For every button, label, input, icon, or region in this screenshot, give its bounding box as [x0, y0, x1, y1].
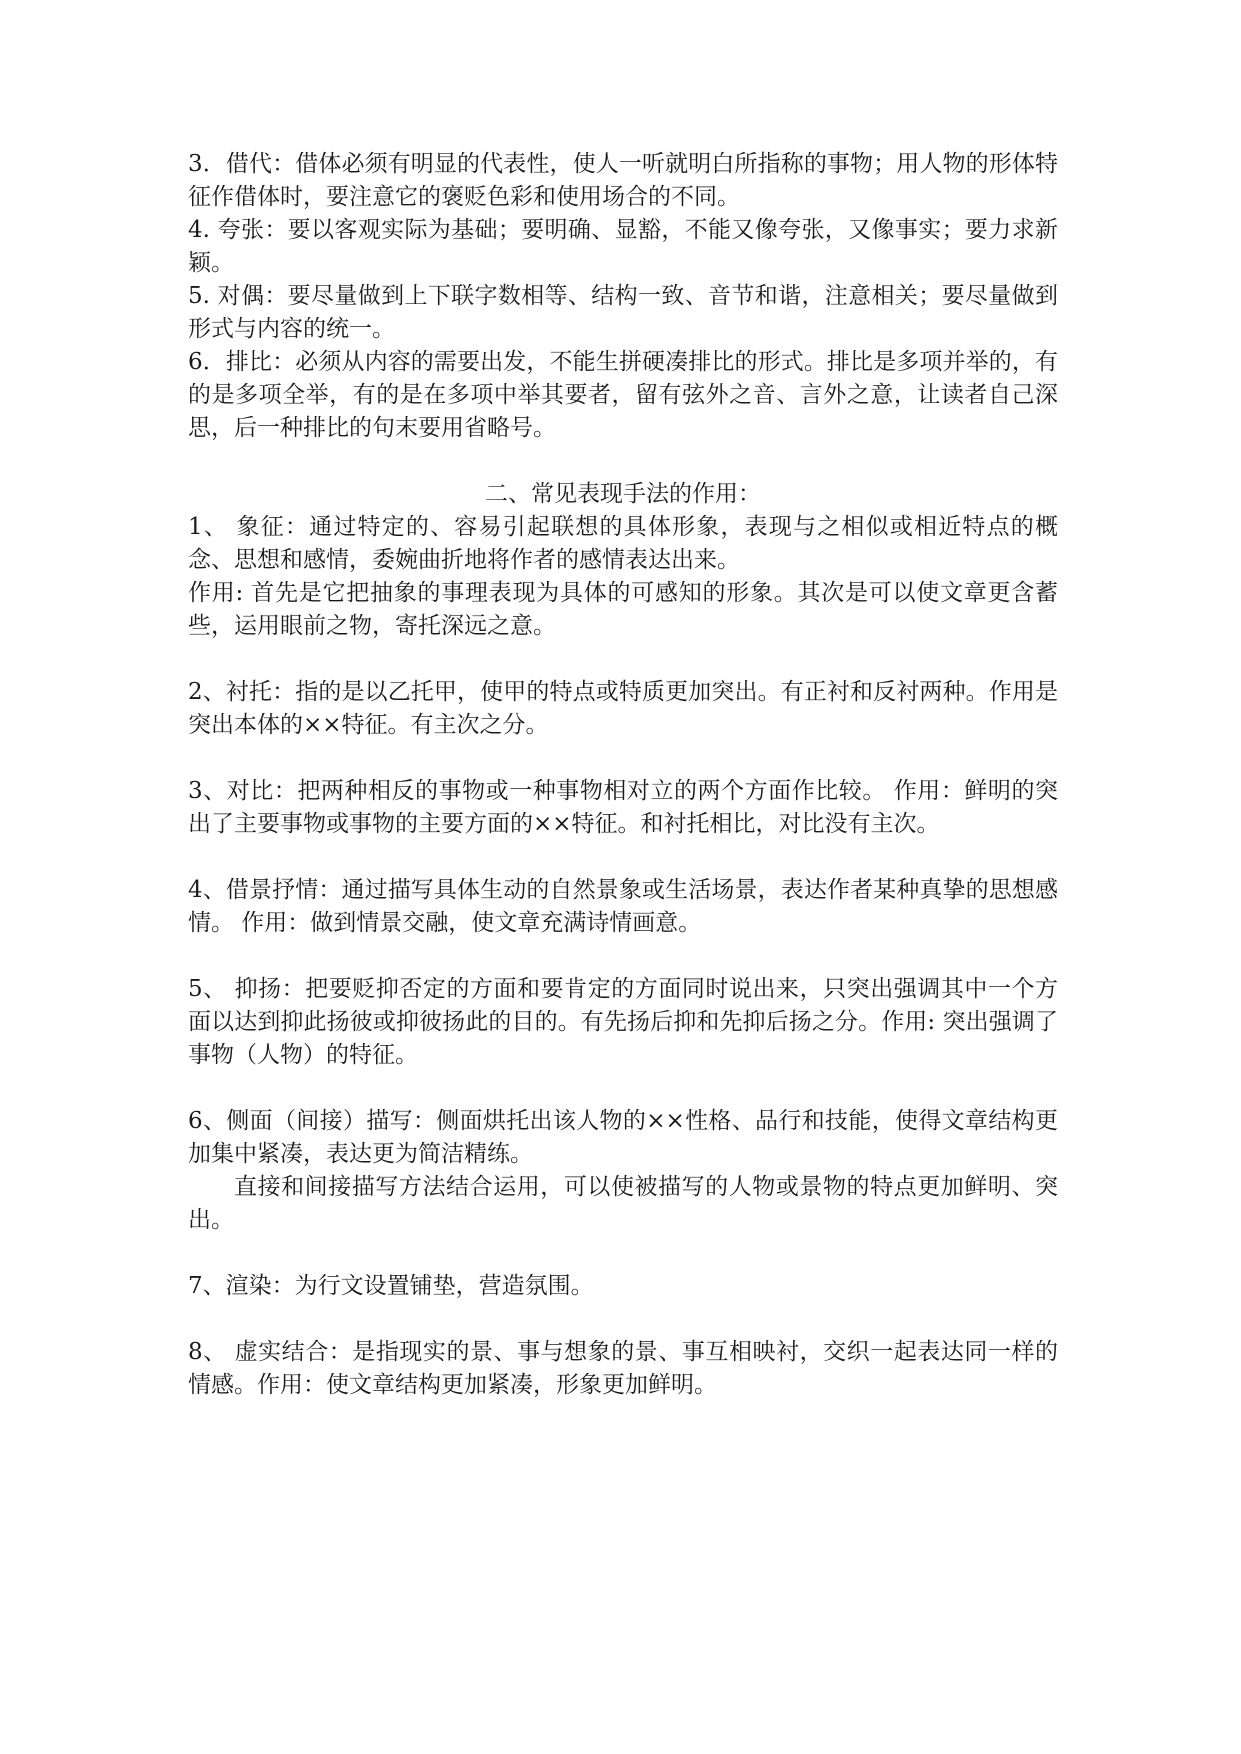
spacer — [188, 841, 1058, 874]
spacer — [188, 1072, 1058, 1105]
spacer — [188, 643, 1058, 676]
technique-side-description: 6、侧面（间接）描写：侧面烘托出该人物的××性格、品行和技能，使得文章结构更加集中紧凑，表达更为简洁精练。 — [188, 1108, 1058, 1167]
technique-side-description-note: 直接和间接描写方法结合运用，可以使被描写的人物或景物的特点更加鲜明、突出。 — [188, 1174, 1058, 1233]
technique-symbolism: 1、 象征：通过特定的、容易引起联想的具体形象，表现与之相似或相近特点的概念、思想和感情，委婉曲折地将作者的感情表达出来。 — [188, 514, 1058, 573]
spacer — [188, 742, 1058, 775]
technique-real-imagined: 8、 虚实结合：是指现实的景、事与想象的景、事互相映衬，交织一起表达同一样的情感。作用：使文章结构更加紧凑，形象更加鲜明。 — [188, 1339, 1058, 1398]
document-page — [188, 148, 1058, 1402]
spacer — [188, 940, 1058, 973]
spacer — [188, 1237, 1058, 1270]
technique-scenery: 4、借景抒情：通过描写具体生动的自然景象或生活场景，表达作者某种真挚的思想感情。 作用：做到情景交融，使文章充满诗情画意。 — [188, 877, 1058, 936]
note-antithesis: 5. 对偶：要尽量做到上下联字数相等、结构一致、音节和谐，注意相关；要尽量做到形式与内容的统一。 — [188, 283, 1058, 342]
technique-symbolism-effect: 作用: 首先是它把抽象的事理表现为具体的可感知的形象。其次是可以使文章更含蓄些，运用眼前之物，寄托深远之意。 — [188, 580, 1058, 639]
section-title: 二、常见表现手法的作用： — [485, 481, 761, 507]
spacer — [188, 1303, 1058, 1336]
technique-suppress-praise: 5、 抑扬：把要贬抑否定的方面和要肯定的方面同时说出来，只突出强调其中一个方面以达到抑此扬彼或抑彼扬此的目的。有先扬后抑和先抑后扬之分。作用: 突出强调了事物（人物）的特征。 — [188, 976, 1058, 1068]
note-parallelism: 6．排比：必须从内容的需要出发，不能生拼硬凑排比的形式。排比是多项并举的，有的是多项全举，有的是在多项中举其要者，留有弦外之音、言外之意，让读者自己深思，后一种排比的句末要用省略号。 — [188, 349, 1058, 441]
note-metonymy: 3．借代：借体必须有明显的代表性，使人一听就明白所指称的事物；用人物的形体特征作借体时，要注意它的褒贬色彩和使用场合的不同。 — [188, 151, 1058, 210]
spacer — [188, 445, 1058, 478]
technique-rendering: 7、渲染：为行文设置铺垫，营造氛围。 — [188, 1273, 594, 1299]
note-hyperbole: 4. 夸张：要以客观实际为基础；要明确、显豁，不能又像夸张，又像事实；要力求新颖。 — [188, 217, 1058, 276]
technique-contrast: 3、对比：把两种相反的事物或一种事物相对立的两个方面作比较。 作用：鲜明的突出了主要事物或事物的主要方面的××特征。和衬托相比，对比没有主次。 — [188, 778, 1058, 837]
technique-foil: 2、衬托：指的是以乙托甲，使甲的特点或特质更加突出。有正衬和反衬两种。作用是突出本体的××特征。有主次之分。 — [188, 679, 1058, 738]
